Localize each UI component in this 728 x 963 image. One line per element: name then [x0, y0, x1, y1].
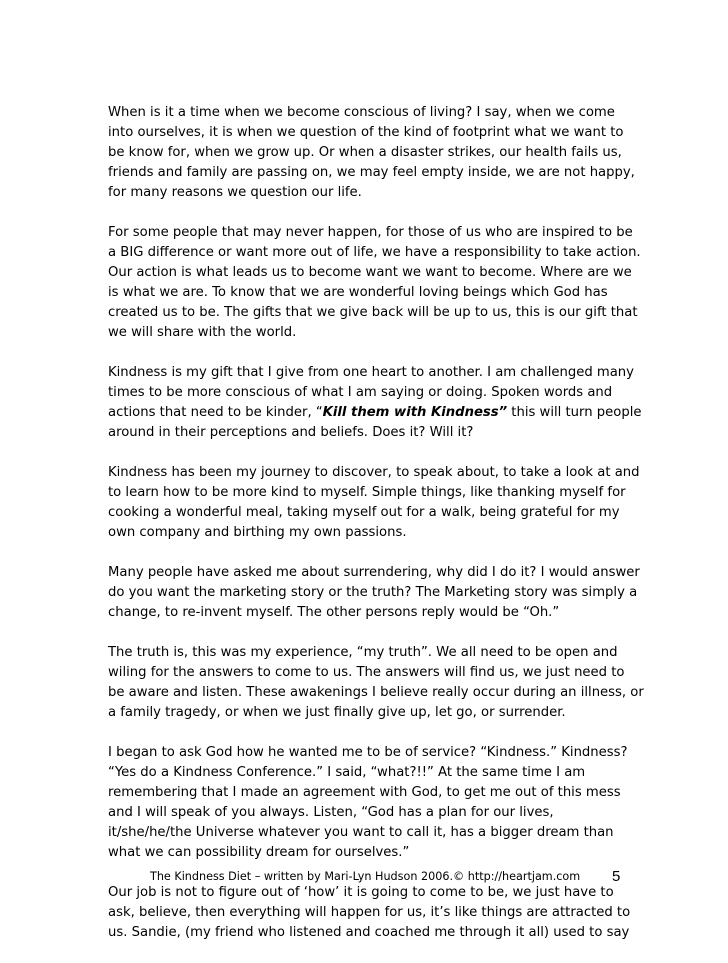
text-line: change, to re-invent myself. The other persons reply would be “Oh.”	[108, 605, 560, 620]
text-line: we will share with the world.	[108, 325, 297, 340]
paragraph-5	[108, 563, 640, 623]
paragraph-2	[108, 223, 641, 343]
text-line: ask, believe, then everything will happen for us, it’s like things are attracted to	[108, 905, 631, 920]
text-line: wiling for the answers to come to us. The answers will find us, we just need to	[108, 665, 625, 680]
text-line: around in their perceptions and beliefs. Does it? Will it?	[108, 425, 474, 440]
text-line: be know for, when we grow up. Or when a disaster strikes, our health fails us,	[108, 145, 622, 160]
paragraph-7	[108, 743, 628, 863]
paragraph-6	[108, 643, 644, 723]
text-line: into ourselves, it is when we question of the kind of footprint what we want to	[108, 125, 624, 140]
text-line: Many people have asked me about surrendering, why did I do it? I would answer	[108, 565, 640, 580]
text-line: a family tragedy, or when we just finally give up, let go, or surrender.	[108, 705, 566, 720]
text-line: a BIG difference or want more out of life, we have a responsibility to take action.	[108, 245, 641, 260]
paragraph-8	[108, 883, 631, 943]
text-line: own company and birthing my own passions.	[108, 525, 407, 540]
paragraph-4	[108, 463, 640, 543]
text-line: cooking a wonderful meal, taking myself out for a walk, being grateful for my	[108, 505, 620, 520]
text-line: The truth is, this was my experience, “my truth”. We all need to be open and	[108, 645, 618, 660]
text-line: Kindness is my gift that I give from one heart to another. I am challenged many	[108, 365, 634, 380]
text-line: us. Sandie, (my friend who listened and coached me through it all) used to say	[108, 925, 630, 940]
text-line: be aware and listen. These awakenings I believe really occur during an illness, or	[108, 685, 644, 700]
document-body	[108, 103, 644, 963]
text-line: to learn how to be more kind to myself. Simple things, like thanking myself for	[108, 485, 626, 500]
text-line: do you want the marketing story or the truth? The Marketing story was simply a	[108, 585, 638, 600]
text-line: is what we are. To know that we are wonderful loving beings which God has	[108, 285, 608, 300]
text-fragment: actions that need to be kinder, “	[108, 405, 323, 420]
text-line-emphasis	[108, 403, 642, 423]
text-line: friends and family are passing on, we may feel empty inside, we are not happy,	[108, 165, 635, 180]
text-line: remembering that I made an agreement with God, to get me out of this mess	[108, 785, 621, 800]
paragraph-3	[108, 363, 642, 443]
text-fragment: this will turn people	[507, 405, 642, 420]
paragraph-1	[108, 103, 635, 203]
page-number: 5	[612, 868, 621, 885]
text-line: “Yes do a Kindness Conference.” I said, “what?!!” At the same time I am	[108, 765, 586, 780]
text-line: Kindness has been my journey to discover, to speak about, to take a look at and	[108, 465, 640, 480]
text-line: what we can possibility dream for ourselves.”	[108, 845, 410, 860]
text-line: and I will speak of you always. Listen, “God has a plan for our lives,	[108, 805, 554, 820]
text-line: times to be more conscious of what I am saying or doing. Spoken words and	[108, 385, 613, 400]
text-line: I began to ask God how he wanted me to be of service? “Kindness.” Kindness?	[108, 745, 628, 760]
text-line: For some people that may never happen, for those of us who are inspired to be	[108, 225, 633, 240]
text-line: it/she/he/the Universe whatever you want to call it, has a bigger dream than	[108, 825, 614, 840]
text-line: created us to be. The gifts that we give back will be up to us, this is our gift that	[108, 305, 638, 320]
text-line: for many reasons we question our life.	[108, 185, 362, 200]
text-line: When is it a time when we become conscious of living? I say, when we come	[108, 105, 615, 120]
page-footer: The Kindness Diet – written by Mari-Lyn Hudson 2006.© http://heartjam.com	[150, 870, 581, 883]
text-line: Our job is not to figure out of ‘how’ it is going to come to be, we just have to	[108, 885, 614, 900]
emphasis-kill-them-with-kindness: Kill them with Kindness”	[322, 405, 508, 420]
text-line: Our action is what leads us to become want we want to become. Where are we	[108, 265, 632, 280]
